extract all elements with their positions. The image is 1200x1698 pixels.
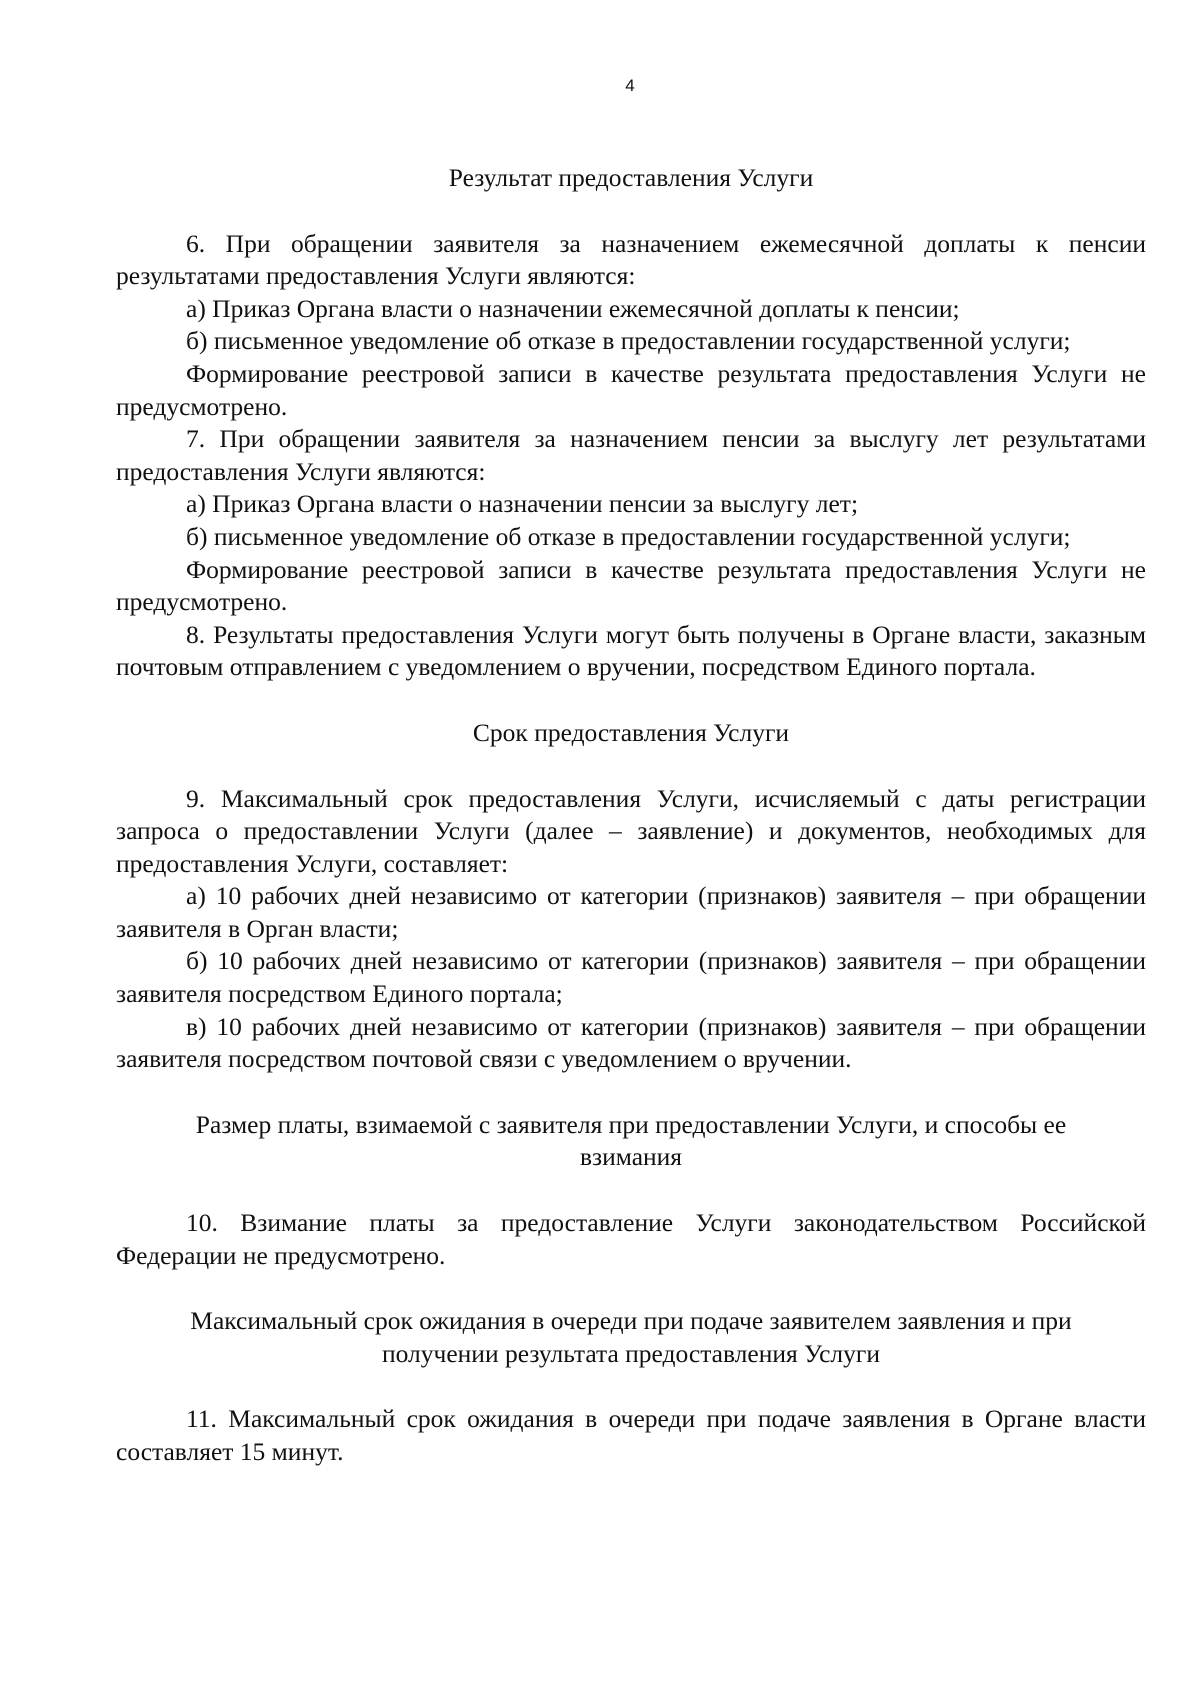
paragraph: 9. Максимальный срок предоставления Услуги, исчисляемый с даты регистрации запроса о предоставлении Услуги (далее – заявление) и документов, необходимых для предоставления Услуги, составляет: xyxy=(116,783,1146,878)
paragraph: б) 10 рабочих дней независимо от категории (признаков) заявителя – при обращении заявителя посредством Единого портала; xyxy=(116,946,1146,1009)
section-heading-line: взимания xyxy=(579,1142,683,1172)
document-body xyxy=(116,162,1146,1469)
paragraph: 8. Результаты предоставления Услуги могут быть получены в Органе власти, заказным почтовым отправлением с уведомлением о вручении, посредством Единого портала. xyxy=(116,619,1146,682)
paragraph: а) Приказ Органа власти о назначении пенсии за выслугу лет; xyxy=(186,489,859,519)
paragraph: 7. При обращении заявителя за назначением пенсии за выслугу лет результатами предоставления Услуги являются: xyxy=(116,424,1146,486)
paragraph: 11. Максимальный срок ожидания в очереди при подаче заявления в Органе власти составляет 15 минут. xyxy=(116,1404,1146,1466)
section-heading-line: получении результата предоставления Услуги xyxy=(381,1338,881,1368)
paragraph: а) 10 рабочих дней независимо от категории (признаков) заявителя – при обращении заявителя в Орган власти; xyxy=(116,881,1146,943)
paragraph: в) 10 рабочих дней независимо от категории (признаков) заявителя – при обращении заявителя посредством почтовой связи с уведомлением о вручении. xyxy=(116,1011,1146,1074)
paragraph: Формирование реестровой записи в качестве результата предоставления Услуги не предусмотрено. xyxy=(116,554,1146,617)
section-queue xyxy=(116,1305,1146,1468)
section-heading-line: Размер платы, взимаемой с заявителя при предоставлении Услуги, и способы ее xyxy=(195,1109,1067,1139)
section-term xyxy=(116,717,1146,1076)
section-heading-line: Максимальный срок ожидания в очереди при подаче заявителем заявления и при xyxy=(190,1306,1072,1336)
paragraph: б) письменное уведомление об отказе в предоставлении государственной услуги; xyxy=(186,326,1071,356)
section-heading: Результат предоставления Услуги xyxy=(448,163,814,192)
paragraph: б) письменное уведомление об отказе в предоставлении государственной услуги; xyxy=(186,521,1071,551)
paragraph: а) Приказ Органа власти о назначении ежемесячной доплаты к пенсии; xyxy=(186,293,960,323)
section-fee xyxy=(116,1109,1146,1272)
section-result xyxy=(116,162,1146,684)
page-number: 4 xyxy=(625,76,635,95)
section-heading: Срок предоставления Услуги xyxy=(472,717,790,747)
paragraph: 10. Взимание платы за предоставление Услуги законодательством Российской Федерации не предусмотрено. xyxy=(116,1208,1146,1270)
paragraph: 6. При обращении заявителя за назначением ежемесячной доплаты к пенсии результатами предоставления Услуги являются: xyxy=(116,228,1146,291)
paragraph: Формирование реестровой записи в качестве результата предоставления Услуги не предусмотрено. xyxy=(116,358,1146,421)
